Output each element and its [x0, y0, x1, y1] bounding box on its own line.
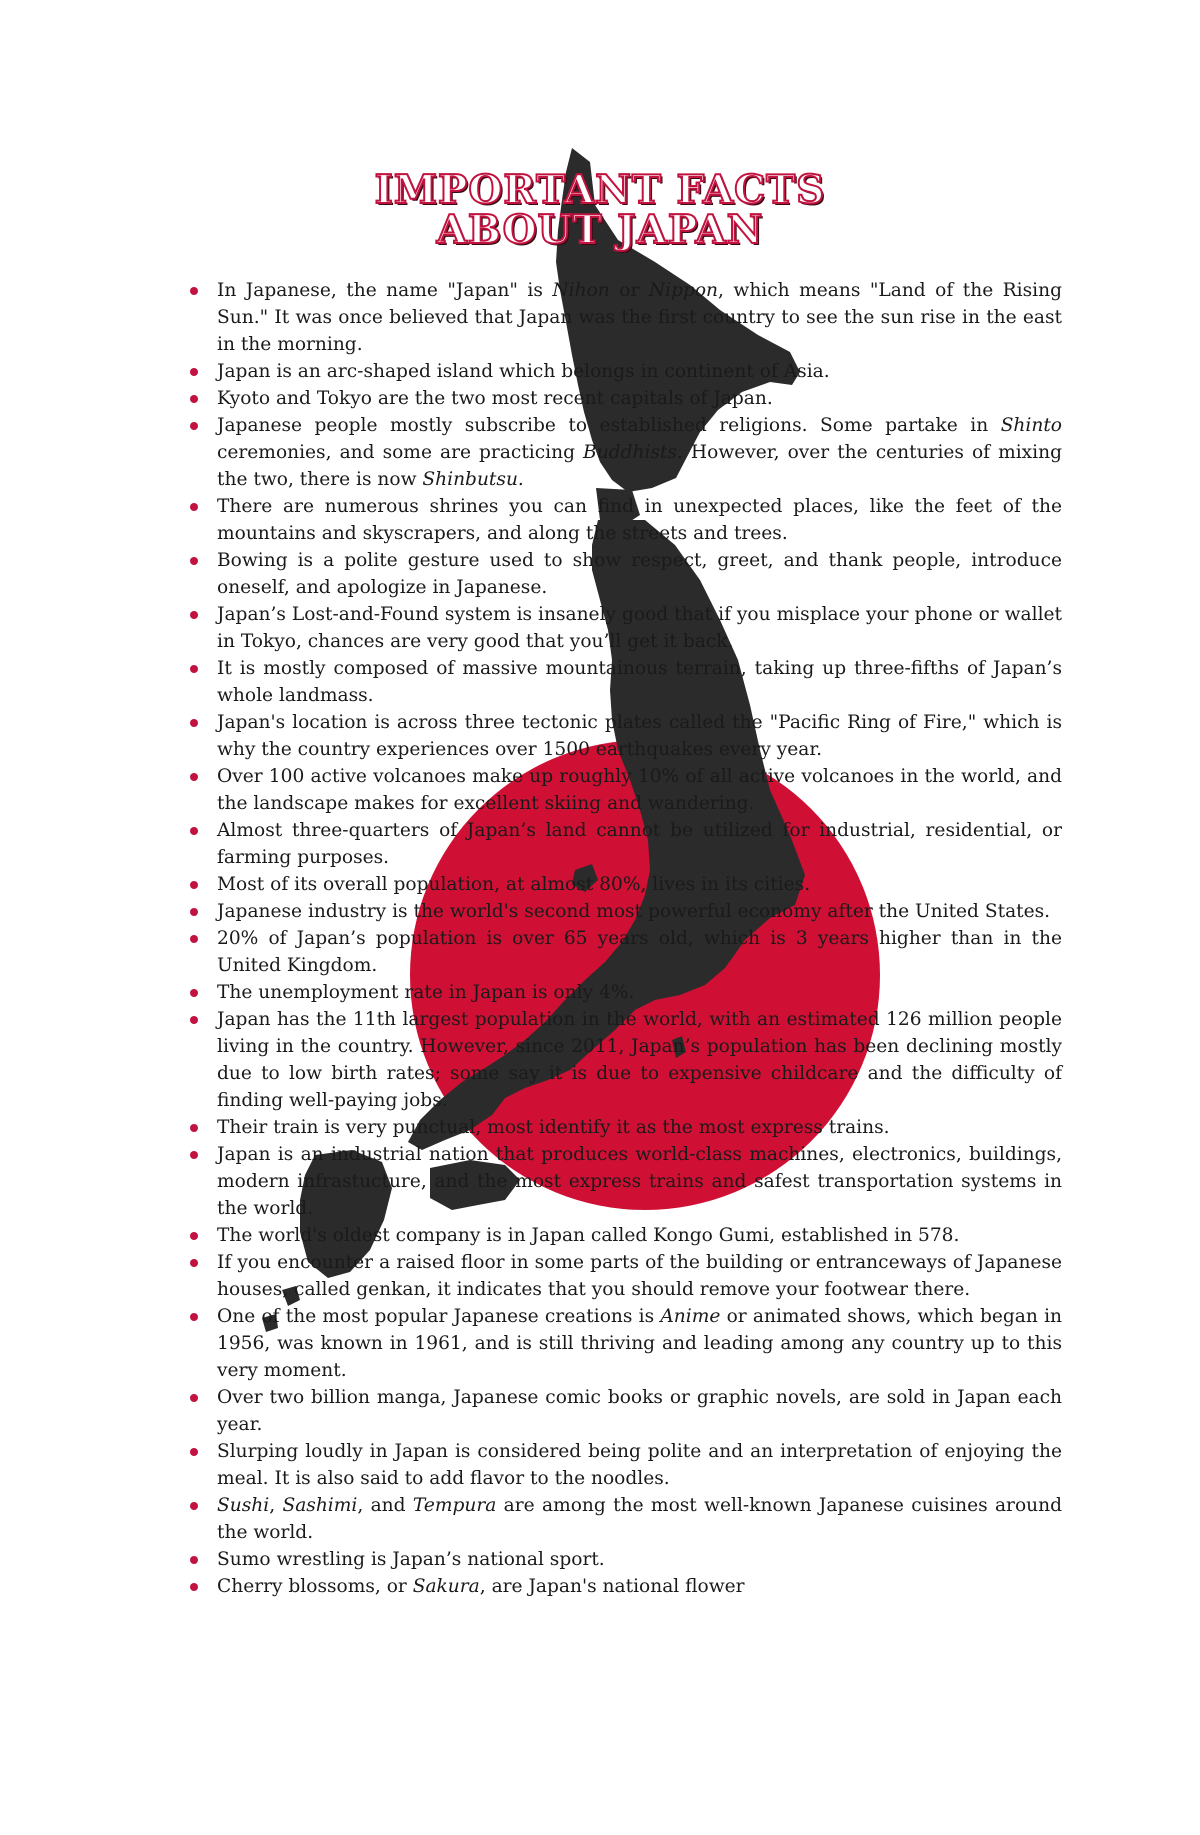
fact-text: Japan's location is across three tectonic plates called the "Pacific Ring of Fire," which is why the country experiences over 1500 earthquakes every year. [217, 712, 1062, 760]
fact-text: There are numerous shrines you can find in unexpected places, like the feet of the mountains and skyscrapers, and along the streets and trees. [217, 496, 1062, 544]
fact-text: Japan has the 11th largest population in the world, with an estimated 126 million people living in the country. However, since 2011, Japan’s population has been declining mostly due to low birth rates; some say it is due to expensive childcare and the difficulty of finding well-paying jobs. [217, 1009, 1062, 1111]
fact-item [190, 1141, 1062, 1222]
fact-text: , which means "Land of the Rising Sun." It was once believed that Japan was the first country to see the sun rise in the east in the morning. [217, 280, 1062, 355]
fact-item [190, 871, 1062, 898]
fact-text: Sumo wrestling is Japan’s national sport. [217, 1549, 605, 1570]
fact-emphasis: Shinto [1000, 415, 1062, 436]
fact-text: Cherry blossoms, or [217, 1576, 413, 1597]
fact-item [190, 763, 1062, 817]
bullet-icon [190, 827, 198, 835]
bullet-icon [190, 719, 198, 727]
bullet-icon [190, 1502, 198, 1510]
fact-text: One of the most popular Japanese creations is [217, 1306, 661, 1327]
fact-item [190, 925, 1062, 979]
fact-item [190, 1114, 1062, 1141]
bullet-icon [190, 287, 198, 295]
bullet-icon [190, 935, 198, 943]
fact-item [190, 1249, 1062, 1303]
bullet-icon [190, 422, 198, 430]
fact-text: , [269, 1495, 283, 1516]
fact-item [190, 1438, 1062, 1492]
fact-item [190, 709, 1062, 763]
fact-emphasis: Tempura [412, 1495, 497, 1516]
fact-text: are among the most well-known Japanese cuisines around the world. [217, 1495, 1062, 1543]
fact-text: Japan’s Lost-and-Found system is insanely good that if you misplace your phone or wallet in Tokyo, chances are very good that you’ll get it back. [217, 604, 1062, 652]
bullet-icon [190, 989, 198, 997]
fact-text: or animated shows, which began in 1956, was known in 1961, and is still thriving and leading among any country up to this very moment. [217, 1306, 1062, 1381]
fact-text: , and [357, 1495, 413, 1516]
page-title-line-2: ABOUT JAPAN [436, 207, 764, 253]
fact-text: If you encounter a raised floor in some parts of the building or entranceways of Japanese houses, called genkan, it indicates that you should remove your footwear there. [217, 1252, 1062, 1300]
fact-text: Over two billion manga, Japanese comic books or graphic novels, are sold in Japan each year. [217, 1387, 1062, 1435]
bullet-icon [190, 773, 198, 781]
fact-item [190, 1492, 1062, 1546]
bullet-icon [190, 1151, 198, 1159]
page-title [0, 167, 1200, 253]
bullet-icon [190, 368, 198, 376]
fact-text: Their train is very punctual, most identify it as the most express trains. [217, 1117, 890, 1138]
bullet-icon [190, 557, 198, 565]
bullet-icon [190, 1394, 198, 1402]
fact-item [190, 1573, 1062, 1600]
fact-text: The world's oldest company is in Japan called Kongo Gumi, established in 578. [217, 1225, 960, 1246]
fact-emphasis: Nihon [552, 280, 610, 301]
fact-item [190, 547, 1062, 601]
fact-text: Kyoto and Tokyo are the two most recent capitals of Japan. [217, 388, 773, 409]
fact-text: Japanese industry is the world's second most powerful economy after the United States. [217, 901, 1051, 922]
bullet-icon [190, 1556, 198, 1564]
fact-item [190, 277, 1062, 358]
fact-item [190, 601, 1062, 655]
bullet-icon [190, 1124, 198, 1132]
bullet-icon [190, 503, 198, 511]
fact-text: Slurping loudly in Japan is considered being polite and an interpretation of enjoying the meal. It is also said to add flavor to the noodles. [217, 1441, 1062, 1489]
fact-item [190, 493, 1062, 547]
fact-item [190, 1384, 1062, 1438]
fact-item [190, 898, 1062, 925]
bullet-icon [190, 611, 198, 619]
fact-text: Japan is an arc-shaped island which belongs in continent of Asia. [217, 361, 830, 382]
fact-item [190, 1006, 1062, 1114]
facts-list [190, 277, 1062, 1600]
fact-text: The unemployment rate in Japan is only 4%. [217, 982, 635, 1003]
fact-text: Japanese people mostly subscribe to established religions. Some partake in [217, 415, 1001, 436]
fact-text: ceremonies, and some are practicing [217, 442, 584, 463]
fact-item [190, 1303, 1062, 1384]
fact-emphasis: Sashimi [282, 1495, 358, 1516]
fact-text: . However, over the centuries of mixing the two, there is now [217, 442, 1062, 490]
fact-item [190, 1222, 1062, 1249]
bullet-icon [190, 395, 198, 403]
fact-text: Over 100 active volcanoes make up roughly 10% of all active volcanoes in the world, and the landscape makes for excellent skiing and wandering. [217, 766, 1062, 814]
fact-text: In Japanese, the name "Japan" is [217, 280, 553, 301]
page-title-line-1: IMPORTANT FACTS [374, 167, 826, 213]
fact-emphasis: Shinbutsu. [422, 469, 524, 490]
bullet-icon [190, 881, 198, 889]
bullet-icon [190, 1259, 198, 1267]
fact-text: 20% of Japan’s population is over 65 years old, which is 3 years higher than in the United Kingdom. [217, 928, 1062, 976]
fact-item [190, 655, 1062, 709]
fact-text: Japan is an industrial nation that produces world-class machines, electronics, buildings, modern infrastucture, and the most express trains and safest transportation systems in the world. [217, 1144, 1062, 1219]
fact-item [190, 1546, 1062, 1573]
bullet-icon [190, 1232, 198, 1240]
fact-item [190, 817, 1062, 871]
bullet-icon [190, 665, 198, 673]
fact-text: Most of its overall population, at almost 80%, lives in its cities. [217, 874, 811, 895]
bullet-icon [190, 1583, 198, 1591]
fact-text: or [609, 280, 649, 301]
fact-text: , are Japan's national flower [479, 1576, 745, 1597]
fact-item [190, 412, 1062, 493]
fact-text: Bowing is a polite gesture used to show respect, greet, and thank people, introduce oneself, and apologize in Japanese. [217, 550, 1062, 598]
fact-text: Almost three-quarters of Japan’s land cannot be utilized for industrial, residential, or farming purposes. [217, 820, 1062, 868]
fact-emphasis: Sakura [412, 1576, 480, 1597]
fact-item [190, 358, 1062, 385]
fact-item [190, 385, 1062, 412]
fact-emphasis: Buddhists [583, 442, 677, 463]
bullet-icon [190, 908, 198, 916]
bullet-icon [190, 1016, 198, 1024]
fact-item [190, 979, 1062, 1006]
fact-emphasis: Nippon [648, 280, 719, 301]
fact-emphasis: Anime [660, 1306, 721, 1327]
fact-emphasis: Sushi [217, 1495, 270, 1516]
bullet-icon [190, 1448, 198, 1456]
fact-text: It is mostly composed of massive mountainous terrain, taking up three-fifths of Japan’s whole landmass. [217, 658, 1062, 706]
bullet-icon [190, 1313, 198, 1321]
